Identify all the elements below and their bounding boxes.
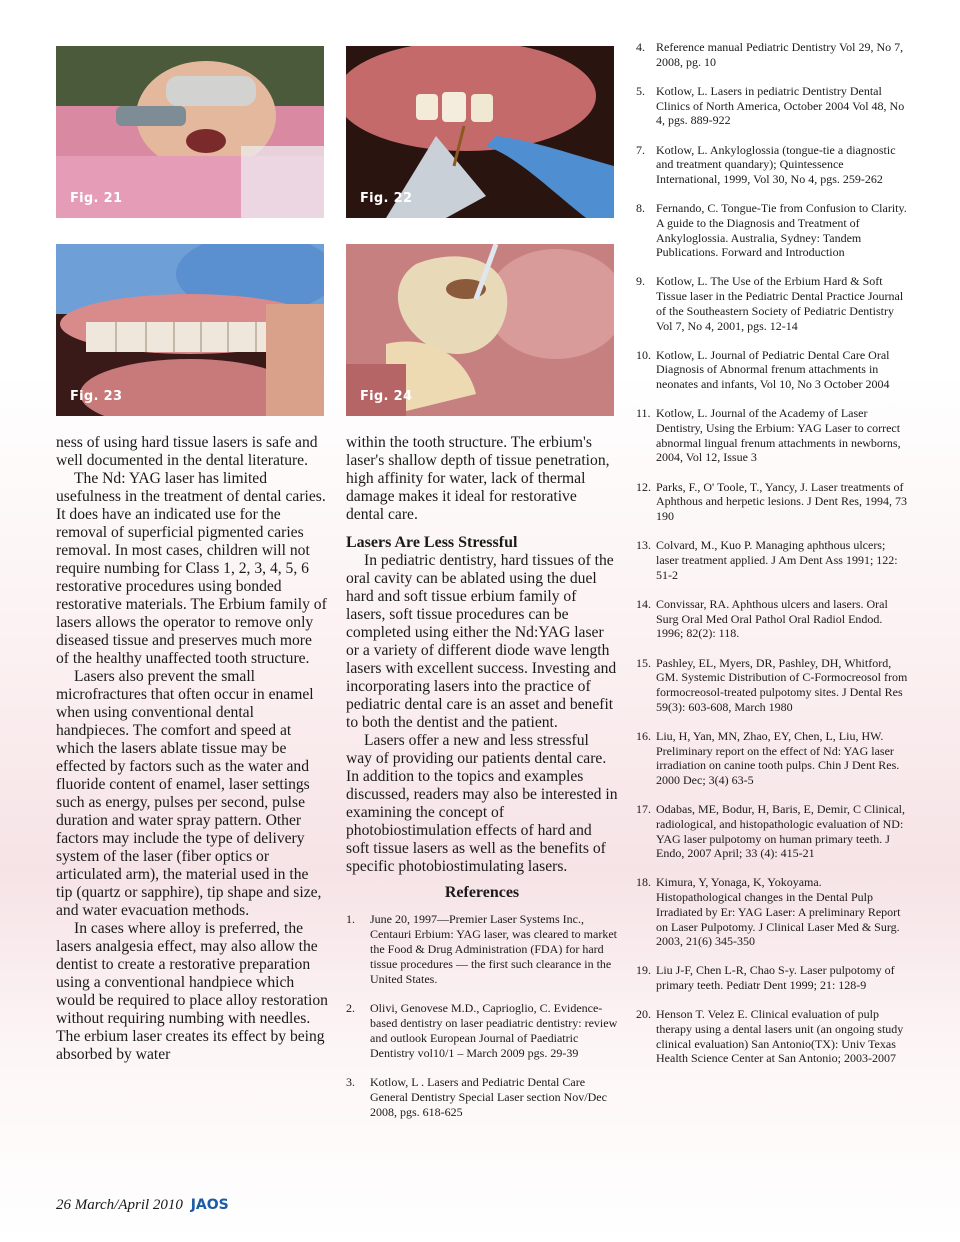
reference-text: Kotlow, L. Ankyloglossia (tongue-tie a diagnostic and treatment quandary); Quintessence International, 1999, Vol 30, No 4, pgs. 259-262 [656,142,896,186]
figure-21-photo [56,46,324,218]
paragraph: In cases where alloy is preferred, the lasers analgesia effect, may also allow the dentist to create a restorative preparation using a conventional handpiece which would be required to place alloy restoration without requiring numbing with needles. The erbium laser creates its effect by being absorbed by water [56,920,328,1063]
reference-item [636,406,908,465]
reference-item [636,274,908,333]
reference-text: Reference manual Pediatric Dentistry Vol 29, No 7, 2008, pg. 10 [656,40,904,69]
page-number: 26 [56,1197,71,1213]
reference-item [636,875,908,949]
reference-text: Odabas, ME, Bodur, H, Baris, E, Demir, C Clinical, radiological, and histopathologic evaluation of ND: YAG laser pulpotomy on human primary teeth. J Endo, 2007 April; 33 (4): 415-21 [656,802,906,861]
reference-number: 7. [636,142,645,157]
references-list [346,912,618,1120]
figure-label: Fig. 21 [70,191,123,206]
reference-item [636,348,908,392]
reference-number: 19. [636,963,651,978]
figure-label: Fig. 23 [70,389,123,404]
section-heading: Lasers Are Less Stressful [346,534,518,551]
reference-text: Convissar, RA. Aphthous ulcers and lasers. Oral Surg Oral Med Oral Pathol Oral Radiol Endod. 1996; 82(2): 118. [656,596,888,641]
reference-item [636,143,908,187]
reference-number: 4. [636,40,645,54]
paragraph: Lasers offer a new and less stressful way of providing our patients dental care. In addition to the topics and examples discussed, readers may also be interested in examining the concept of photobiostimulation effects of hard and soft tissue lasers as well as the benefits of specific photobiostimulating lasers. [346,732,618,875]
figure-22-photo [346,46,614,218]
reference-number: 14. [636,596,651,611]
reference-text: Parks, F., O' Toole, T., Yancy, J. Laser treatments of Aphthous and herpetic lesions. J Dent Res, 1994, 73 190 [656,479,907,524]
reference-text: Liu J-F, Chen L-R, Chao S-y. Laser pulpotomy of primary teeth. Pediatr Dent 1999; 21: 128-9 [656,963,895,993]
reference-item [346,1075,618,1120]
reference-number: 2. [346,1001,355,1015]
reference-item [636,1007,908,1066]
reference-number: 13. [636,538,651,553]
issue-date: March/April 2010 [74,1197,183,1213]
reference-item [636,656,908,715]
reference-item [636,538,908,582]
body-column-2 [346,434,618,1134]
paragraph: ness of using hard tissue lasers is safe and well documented in the dental literature. [56,434,318,469]
reference-number: 10. [636,347,651,362]
reference-item [636,963,908,992]
reference-item [346,912,618,987]
paragraph: The Nd: YAG laser has limited usefulness in the treatment of dental caries. It does have an indicated use for the removal of superficial pigmented caries removal. In most cases, children will not require numbing for Class 1, 2, 3, 4, 5, 6 restorative procedures using bonded restorative materials. The Erbium family of lasers allows the operator to remove only diseased tissue and preserves much more of the healthy unaffected tooth structure. [56,470,327,667]
reference-number: 18. [636,875,651,890]
paragraph: within the tooth structure. The erbium's laser's shallow depth of tissue penetration, high affinity for water, lack of thermal damage makes it ideal for restorative dental care. [346,434,610,523]
figure-23-photo [56,244,324,416]
reference-text: Kotlow, L. Lasers in pediatric Dentistry Dental Clinics of North America, October 2004 Vol 48, No 4, pgs. 889-922 [656,83,905,128]
reference-number: 17. [636,802,651,817]
reference-number: 11. [636,406,651,421]
reference-text: Olivi, Genovese M.D., Caprioglio, C. Evidence-based dentistry on laser peadiatric dentistry: review and outlook European Journal of Paediatric Dentistry vol10/1 – March 2009 pgs. 29-39 [370,1001,618,1060]
reference-text: Pashley, EL, Myers, DR, Pashley, DH, Whitford, GM. Systemic Distribution of C-Formocreosol from formocreosol-treated pulpotomy sites. J Dental Res 59(3): 603-608, March 1980 [656,655,908,714]
figure-label: Fig. 22 [360,191,413,206]
reference-number: 12. [636,479,651,494]
reference-text: Kotlow, L. Journal of the Academy of Laser Dentistry, Using the Erbium: YAG Laser to correct abnormal lingual frenum attachments in newborns, 2004, Vol 12, Issue 3 [656,406,901,465]
reference-number: 9. [636,274,645,289]
reference-number: 5. [636,83,645,98]
reference-text: Kotlow, L. Journal of Pediatric Dental Care Oral Diagnosis of Abnormal frenum attachments in neonates and infants, Vol 10, No 3 October 2004 [656,347,890,392]
reference-item [636,201,908,260]
reference-item [636,802,908,861]
reference-number: 8. [636,201,645,216]
paragraph: In pediatric dentistry, hard tissues of the oral cavity can be ablated using the duel hard and soft tissue erbium family of lasers, soft tissue procedures can be completed using either the Nd:YAG laser or a variety of different diode wave length lasers with excellent success. Investing and incorporating lasers into the practice of pediatric dental care is an asset and benefit to both the dentist and the patient. [346,552,617,731]
reference-item [636,84,908,128]
reference-item [636,729,908,788]
reference-number: 3. [346,1075,355,1089]
page-footer [56,1197,229,1214]
journal-name: JAOS [190,1197,229,1213]
reference-item [636,40,908,69]
reference-item [636,597,908,641]
reference-item [346,1001,618,1061]
reference-text: Henson T. Velez E. Clinical evaluation of pulp therapy using a dental lasers unit (an ongoing study clinical evaluation) San Antonio(TX): Univ Texas Health Science Center at San Antonio; 2003-2007 [656,1007,904,1066]
reference-text: Liu, H, Yan, MN, Zhao, EY, Chen, L, Liu, HW. Preliminary report on the effect of Nd: YAG laser irradiation on canine tooth pulps. Chin J Dent Res. 2000 Dec; 3(4) 63-5 [656,728,900,787]
reference-item [636,480,908,524]
figure-label: Fig. 24 [360,389,413,404]
reference-text: June 20, 1997—Premier Laser Systems Inc., Centauri Erbium: YAG laser, was cleared to market the Food & Drug Administration (FDA) for hard tissue procedures — the first such clearance in the United States. [370,912,617,986]
reference-number: 20. [636,1007,651,1022]
reference-text: Kimura, Y, Yonaga, K, Yokoyama. Histopathological changes in the Dental Pulp Irradiated by Er: YAG Laser: A preliminary Report on Laser Pulpotomy. J Clinical Laser Med & Surg. 2003, 21(6) 345-350 [656,875,901,949]
reference-text: Colvard, M., Kuo P. Managing aphthous ulcers; laser treatment applied. J Am Dent Ass 1991; 122: 51-2 [656,538,898,582]
reference-number: 1. [346,912,355,926]
reference-text: Fernando, C. Tongue-Tie from Confusion to Clarity. A guide to the Diagnosis and Treatment of Ankyloglossia. Australia, Sydney: Tandem Publications. Forward and Introduction [656,201,907,260]
paragraph: Lasers also prevent the small microfractures that often occur in enamel when using conventional dental handpieces. The comfort and speed at which the lasers ablate tissue may be effected by factors such as the water and fluoride content of enamel, laser settings such as energy, pulses per second, pulse duration and water spray pattern. Other factors may include the type of delivery system of the laser (fiber optics or articulated arm), the material used in the tip (quartz or sapphire), tip shape and size, and water evacuation methods. [56,668,322,919]
references-heading: References [444,884,520,901]
reference-text: Kotlow, L . Lasers and Pediatric Dental Care General Dentistry Special Laser section Nov/Dec 2008, pgs. 618-625 [370,1075,607,1119]
reference-number: 16. [636,728,651,743]
reference-text: Kotlow, L. The Use of the Erbium Hard & Soft Tissue laser in the Pediatric Dental Practice Journal of the Southeastern Society of Pediatric Dentistry Vol 7, No 4, 2001, pgs. 12-14 [656,274,904,333]
figure-24-photo [346,244,614,416]
reference-number: 15. [636,655,651,670]
references-list-continued [636,40,908,1081]
body-column-1 [56,434,328,1064]
